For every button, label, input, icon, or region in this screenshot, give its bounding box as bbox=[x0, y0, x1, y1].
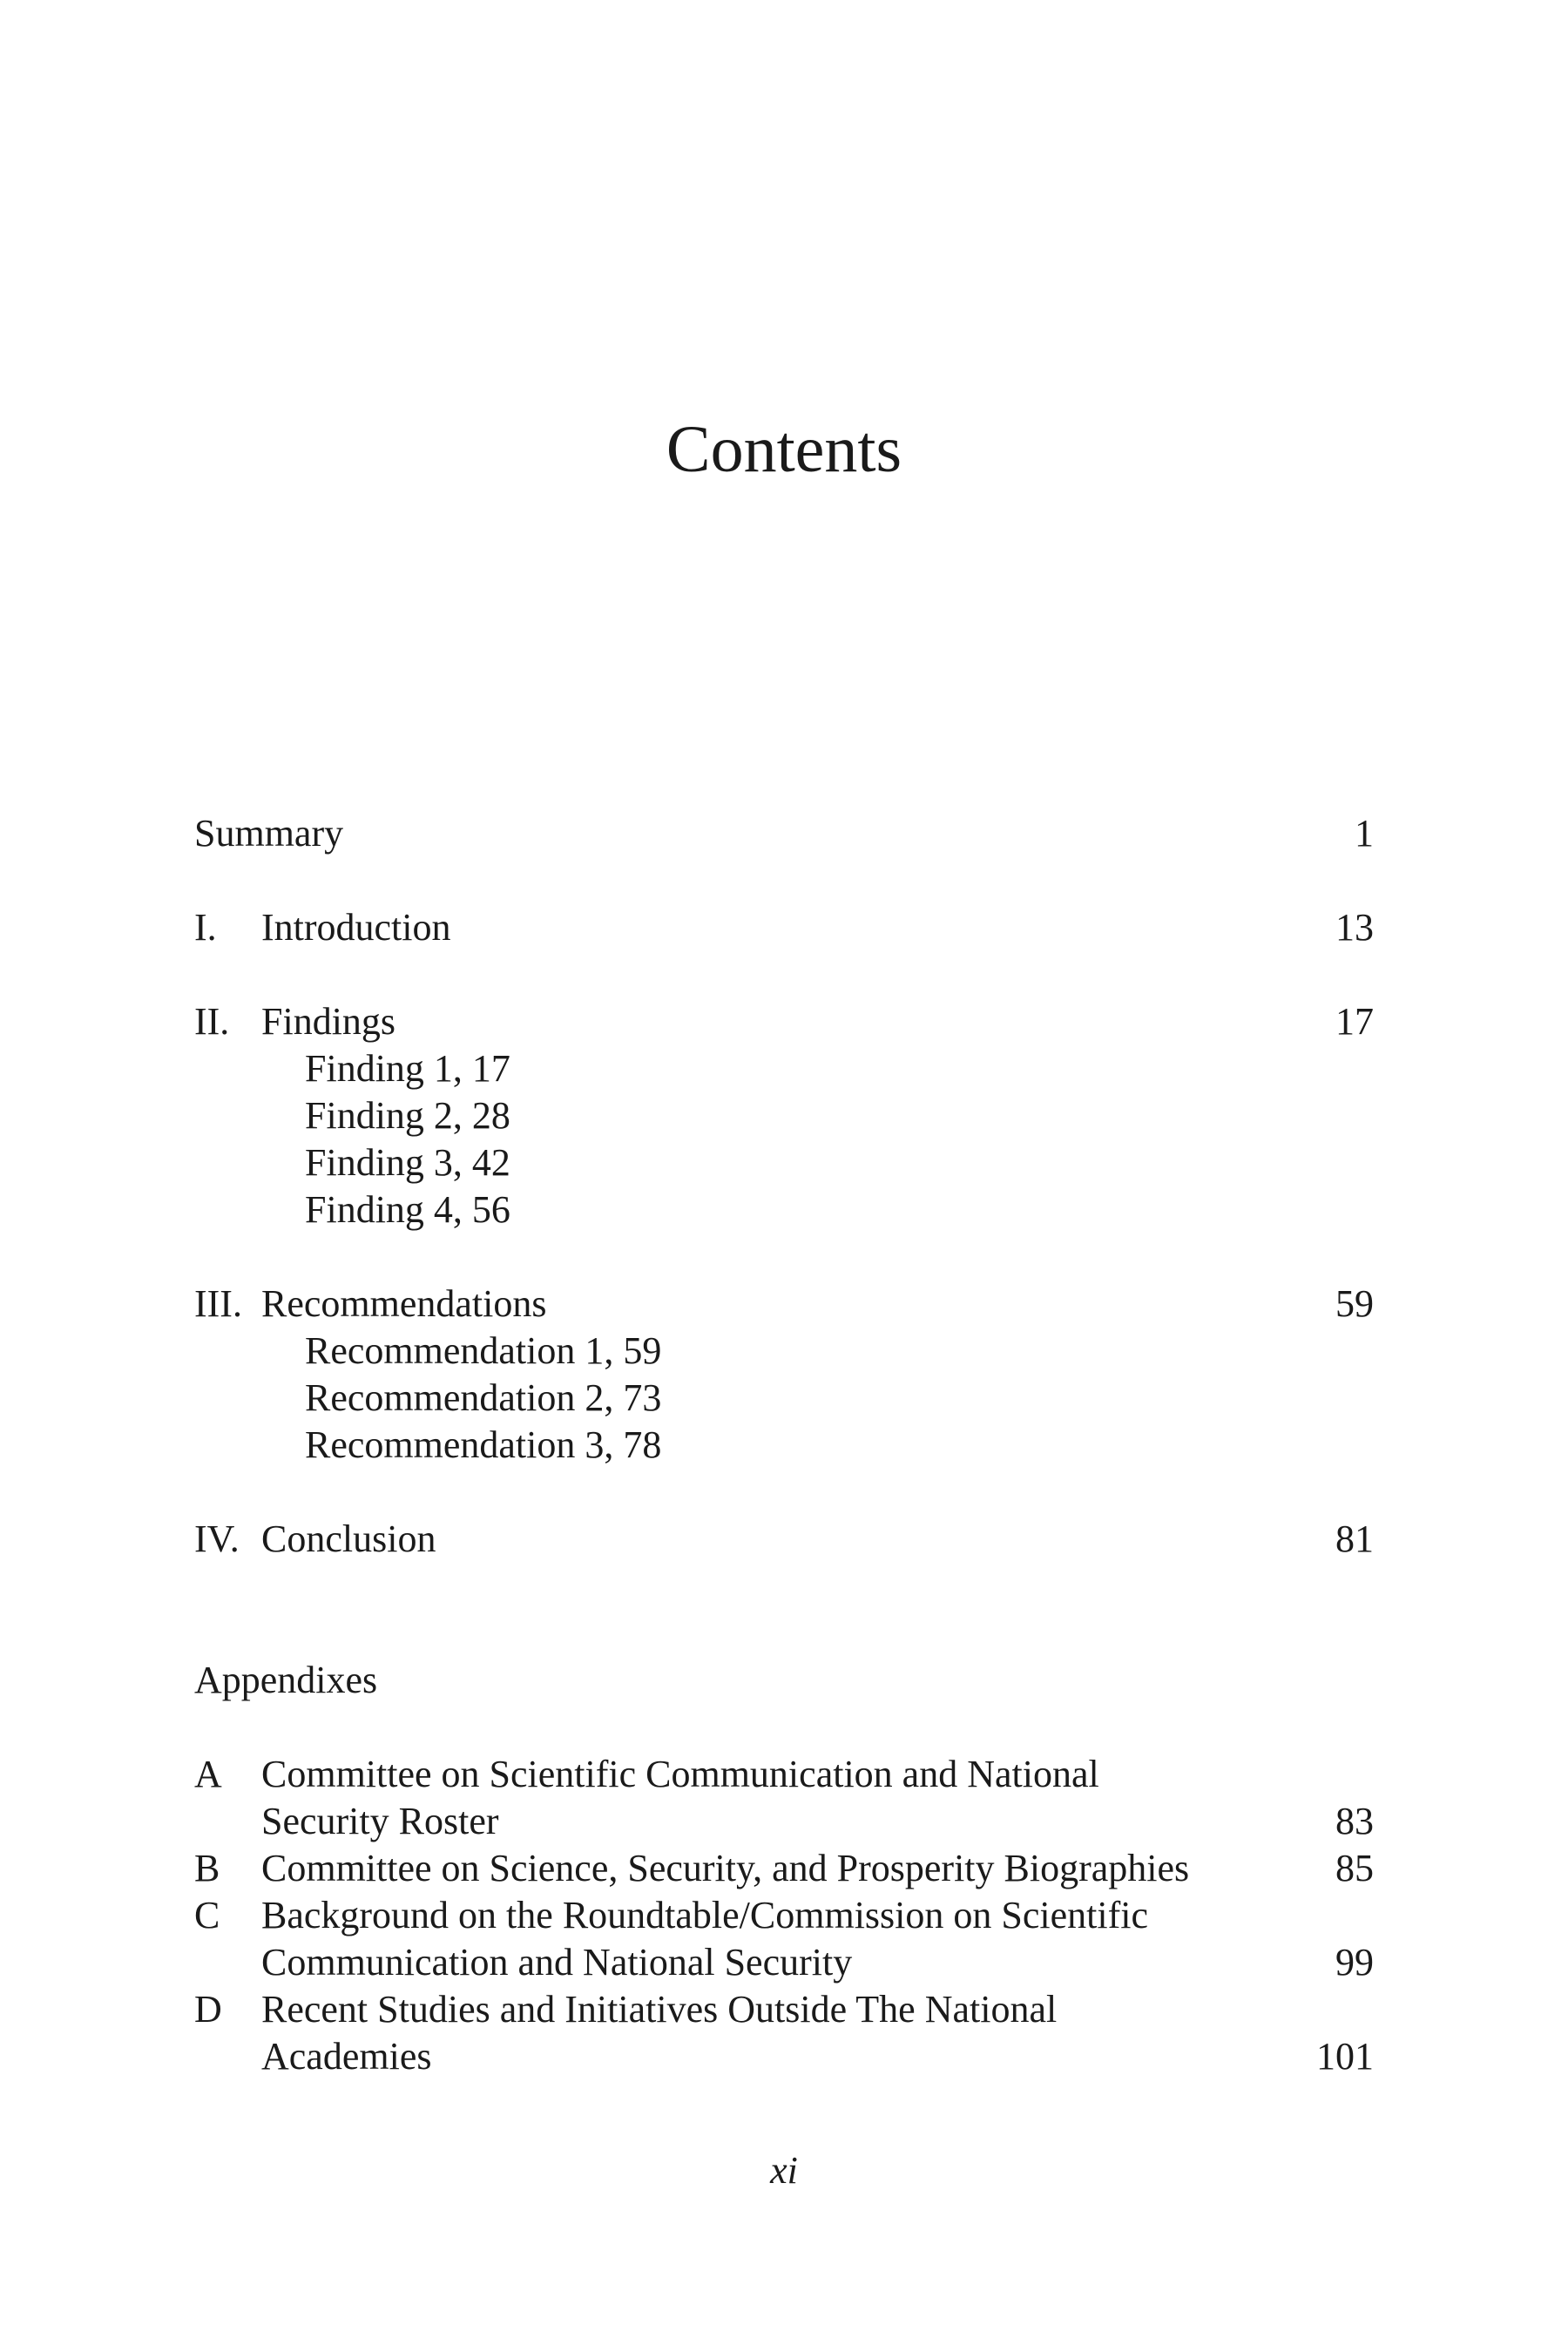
toc-page-number: 99 bbox=[1335, 1941, 1374, 1984]
toc-entry-introduction[interactable] bbox=[194, 904, 1374, 951]
appendix-letter: C bbox=[194, 1894, 220, 1936]
toc-appendix-a[interactable] bbox=[194, 1751, 1374, 1798]
toc-page-number: 17 bbox=[1335, 1000, 1374, 1043]
toc-subentry-label: Finding 3, 42 bbox=[305, 1141, 510, 1184]
appendix-title-line: Committee on Science, Security, and Prosperity Biographies bbox=[261, 1847, 1190, 1889]
toc-subentry[interactable] bbox=[194, 1092, 1374, 1139]
toc-page-number: 1 bbox=[1355, 812, 1374, 855]
toc-subentry-label: Finding 2, 28 bbox=[305, 1094, 510, 1137]
toc-page-number: 101 bbox=[1316, 2035, 1374, 2078]
toc-subentry[interactable] bbox=[194, 1139, 1374, 1186]
appendix-title-line: Academies bbox=[261, 2035, 432, 2078]
toc-entry-label: Findings bbox=[261, 1000, 396, 1043]
appendix-letter: B bbox=[194, 1847, 220, 1889]
toc-entry-number: III. bbox=[194, 1282, 242, 1325]
toc-appendix-b[interactable] bbox=[194, 1845, 1374, 1892]
toc-entry-findings[interactable] bbox=[194, 998, 1374, 1045]
table-of-contents bbox=[194, 810, 1374, 2080]
appendixes-heading-label: Appendixes bbox=[194, 1659, 378, 1701]
toc-page-number: 81 bbox=[1335, 1517, 1374, 1560]
toc-subentry-label: Recommendation 3, 78 bbox=[305, 1423, 662, 1466]
toc-subentry-label: Recommendation 1, 59 bbox=[305, 1329, 662, 1372]
toc-subentry-label: Recommendation 2, 73 bbox=[305, 1376, 662, 1419]
toc-subentry[interactable] bbox=[194, 1375, 1374, 1422]
page-folio: xi bbox=[770, 2149, 798, 2192]
appendix-title-line: Committee on Scientific Communication and National bbox=[261, 1753, 1099, 1795]
toc-appendix-d[interactable] bbox=[194, 1986, 1374, 2033]
toc-appendix-a-continued[interactable] bbox=[194, 1798, 1374, 1845]
toc-entry-number: I. bbox=[194, 906, 217, 949]
appendix-title-line: Communication and National Security bbox=[261, 1941, 853, 1984]
toc-entry-label: Summary bbox=[194, 812, 344, 855]
toc-page-number: 59 bbox=[1335, 1282, 1374, 1325]
appendix-title-line: Background on the Roundtable/Commission on Scientific bbox=[261, 1894, 1148, 1936]
toc-entry-label: Conclusion bbox=[261, 1517, 436, 1560]
toc-appendix-c-continued[interactable] bbox=[194, 1939, 1374, 1986]
page-title: Contents bbox=[666, 413, 902, 486]
toc-subentry[interactable] bbox=[194, 1045, 1374, 1092]
toc-page-number: 13 bbox=[1335, 906, 1374, 949]
appendix-letter: D bbox=[194, 1988, 222, 2031]
toc-entry-conclusion[interactable] bbox=[194, 1516, 1374, 1563]
toc-page-number: 83 bbox=[1335, 1800, 1374, 1842]
toc-subentry[interactable] bbox=[194, 1422, 1374, 1469]
toc-subentry[interactable] bbox=[194, 1186, 1374, 1233]
toc-page-number: 85 bbox=[1335, 1847, 1374, 1889]
toc-entry-label: Recommendations bbox=[261, 1282, 547, 1325]
toc-entry-label: Introduction bbox=[261, 906, 451, 949]
appendix-title-line: Security Roster bbox=[261, 1800, 499, 1842]
appendix-title-line: Recent Studies and Initiatives Outside The National bbox=[261, 1988, 1058, 2031]
toc-entry-summary[interactable] bbox=[194, 810, 1374, 857]
toc-entry-number: II. bbox=[194, 1000, 230, 1043]
appendix-letter: A bbox=[194, 1753, 222, 1795]
appendixes-heading bbox=[194, 1657, 1374, 1704]
toc-subentry[interactable] bbox=[194, 1328, 1374, 1375]
toc-appendix-d-continued[interactable] bbox=[194, 2033, 1374, 2080]
toc-entry-number: IV. bbox=[194, 1517, 240, 1560]
toc-subentry-label: Finding 4, 56 bbox=[305, 1188, 510, 1231]
toc-entry-recommendations[interactable] bbox=[194, 1281, 1374, 1328]
toc-appendix-c[interactable] bbox=[194, 1892, 1374, 1939]
toc-subentry-label: Finding 1, 17 bbox=[305, 1047, 510, 1090]
